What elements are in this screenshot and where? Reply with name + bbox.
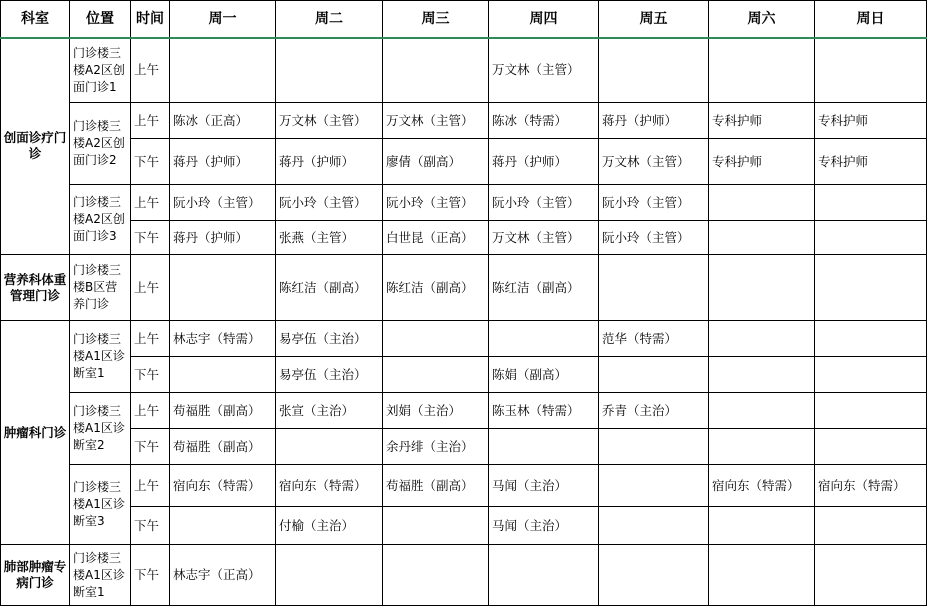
column-header: 周五 (599, 1, 709, 38)
time-cell: 下午 (131, 429, 170, 465)
doctor-cell: 林志宇（特需） (170, 321, 276, 357)
location-cell: 门诊楼三楼A1区诊断室1 (70, 545, 131, 606)
header-row (1, 1, 927, 38)
column-header: 周一 (170, 1, 276, 38)
doctor-cell: 宿向东（特需） (276, 465, 383, 507)
doctor-cell (709, 321, 815, 357)
doctor-cell: 马闻（主治） (489, 507, 599, 545)
doctor-cell: 白世昆（正高） (383, 221, 489, 255)
doctor-cell: 余丹绯（主治） (383, 429, 489, 465)
doctor-cell (709, 429, 815, 465)
doctor-cell: 易亭伍（主治） (276, 357, 383, 393)
doctor-cell: 陈红洁（副高） (489, 255, 599, 321)
doctor-cell: 廖倩（副高） (383, 139, 489, 185)
column-header: 位置 (70, 1, 131, 38)
schedule-row (1, 357, 927, 393)
doctor-cell (170, 38, 276, 103)
doctor-cell (815, 185, 927, 221)
doctor-cell (276, 429, 383, 465)
doctor-cell: 专科护师 (709, 139, 815, 185)
doctor-cell (170, 357, 276, 393)
doctor-cell: 苟福胜（副高） (383, 465, 489, 507)
doctor-cell (709, 507, 815, 545)
location-cell: 门诊楼三楼A1区诊断室1 (70, 321, 131, 393)
doctor-cell (599, 545, 709, 606)
column-header: 科室 (1, 1, 70, 38)
location-cell: 门诊楼三楼B区营养门诊 (70, 255, 131, 321)
time-cell: 上午 (131, 103, 170, 139)
doctor-cell (170, 507, 276, 545)
location-cell: 门诊楼三楼A2区创面门诊1 (70, 38, 131, 103)
time-cell: 上午 (131, 38, 170, 103)
doctor-cell (276, 38, 383, 103)
doctor-cell (599, 357, 709, 393)
doctor-cell (709, 393, 815, 429)
doctor-cell: 林志宇（正高） (170, 545, 276, 606)
doctor-cell: 陈冰（正高） (170, 103, 276, 139)
time-cell: 下午 (131, 507, 170, 545)
location-cell: 门诊楼三楼A2区创面门诊2 (70, 103, 131, 185)
schedule-row (1, 139, 927, 185)
doctor-cell (709, 545, 815, 606)
department-cell: 肺部肿瘤专病门诊 (1, 545, 70, 606)
time-cell: 下午 (131, 139, 170, 185)
doctor-cell: 易亭伍（主治） (276, 321, 383, 357)
doctor-cell: 专科护师 (815, 139, 927, 185)
doctor-cell: 范华（特需） (599, 321, 709, 357)
doctor-cell (815, 255, 927, 321)
doctor-cell (709, 38, 815, 103)
column-header: 周二 (276, 1, 383, 38)
time-cell: 下午 (131, 357, 170, 393)
schedule-row (1, 507, 927, 545)
schedule-row (1, 393, 927, 429)
doctor-cell (489, 429, 599, 465)
doctor-cell: 苟福胜（副高） (170, 429, 276, 465)
doctor-cell: 万文林（主管） (383, 103, 489, 139)
doctor-cell: 万文林（主管） (489, 221, 599, 255)
doctor-cell: 阮小玲（主管） (489, 185, 599, 221)
doctor-cell (815, 357, 927, 393)
time-cell: 上午 (131, 321, 170, 357)
doctor-cell (815, 393, 927, 429)
department-cell: 营养科体重管理门诊 (1, 255, 70, 321)
doctor-cell: 阮小玲（主管） (170, 185, 276, 221)
column-header: 时间 (131, 1, 170, 38)
doctor-cell: 张宣（主治） (276, 393, 383, 429)
doctor-cell: 蒋丹（护师） (170, 139, 276, 185)
department-cell: 创面诊疗门诊 (1, 38, 70, 255)
doctor-cell: 万文林（主管） (489, 38, 599, 103)
time-cell: 上午 (131, 393, 170, 429)
doctor-cell (383, 545, 489, 606)
doctor-cell (815, 221, 927, 255)
schedule-row (1, 465, 927, 507)
doctor-cell: 苟福胜（副高） (170, 393, 276, 429)
doctor-cell: 陈玉林（特需） (489, 393, 599, 429)
doctor-cell: 宿向东（特需） (815, 465, 927, 507)
doctor-cell: 蒋丹（护师） (276, 139, 383, 185)
doctor-cell: 阮小玲（主管） (599, 221, 709, 255)
doctor-cell: 专科护师 (815, 103, 927, 139)
doctor-cell (383, 507, 489, 545)
doctor-cell (815, 429, 927, 465)
doctor-cell: 蒋丹（护师） (599, 103, 709, 139)
doctor-cell: 陈冰（特需） (489, 103, 599, 139)
schedule-row (1, 255, 927, 321)
doctor-cell (815, 38, 927, 103)
doctor-cell (599, 429, 709, 465)
doctor-cell: 专科护师 (709, 103, 815, 139)
doctor-cell: 阮小玲（主管） (383, 185, 489, 221)
doctor-cell (709, 255, 815, 321)
column-header: 周四 (489, 1, 599, 38)
column-header: 周三 (383, 1, 489, 38)
doctor-cell: 陈红洁（副高） (383, 255, 489, 321)
doctor-cell (599, 38, 709, 103)
doctor-cell: 阮小玲（主管） (599, 185, 709, 221)
doctor-cell (815, 321, 927, 357)
doctor-cell: 陈娟（副高） (489, 357, 599, 393)
location-cell: 门诊楼三楼A1区诊断室2 (70, 393, 131, 465)
doctor-cell (599, 507, 709, 545)
doctor-cell: 张燕（主管） (276, 221, 383, 255)
doctor-cell: 蒋丹（护师） (489, 139, 599, 185)
doctor-cell: 蒋丹（护师） (170, 221, 276, 255)
location-cell: 门诊楼三楼A1区诊断室3 (70, 465, 131, 545)
doctor-cell (815, 545, 927, 606)
doctor-cell: 万文林（主管） (599, 139, 709, 185)
time-cell: 上午 (131, 465, 170, 507)
doctor-cell: 宿向东（特需） (170, 465, 276, 507)
doctor-cell (709, 221, 815, 255)
doctor-cell (383, 38, 489, 103)
column-header: 周日 (815, 1, 927, 38)
doctor-cell: 陈红洁（副高） (276, 255, 383, 321)
doctor-cell (599, 465, 709, 507)
doctor-cell (489, 321, 599, 357)
doctor-cell (815, 507, 927, 545)
doctor-cell: 乔青（主治） (599, 393, 709, 429)
time-cell: 上午 (131, 255, 170, 321)
doctor-cell (599, 255, 709, 321)
doctor-cell: 马闻（主治） (489, 465, 599, 507)
schedule-row (1, 221, 927, 255)
doctor-cell: 付榆（主治） (276, 507, 383, 545)
schedule-row (1, 103, 927, 139)
column-header: 周六 (709, 1, 815, 38)
schedule-row (1, 545, 927, 606)
doctor-cell: 宿向东（特需） (709, 465, 815, 507)
time-cell: 下午 (131, 221, 170, 255)
schedule-row (1, 38, 927, 103)
doctor-cell (170, 255, 276, 321)
doctor-cell: 刘娟（主治） (383, 393, 489, 429)
doctor-cell (383, 357, 489, 393)
department-cell: 肿瘤科门诊 (1, 321, 70, 545)
doctor-cell (489, 545, 599, 606)
time-cell: 下午 (131, 545, 170, 606)
doctor-cell (709, 185, 815, 221)
schedule-row (1, 429, 927, 465)
doctor-cell: 万文林（主管） (276, 103, 383, 139)
doctor-cell: 阮小玲（主管） (276, 185, 383, 221)
schedule-row (1, 185, 927, 221)
schedule-row (1, 321, 927, 357)
doctor-cell (276, 545, 383, 606)
time-cell: 上午 (131, 185, 170, 221)
location-cell: 门诊楼三楼A2区创面门诊3 (70, 185, 131, 255)
doctor-cell (709, 357, 815, 393)
doctor-cell (383, 321, 489, 357)
